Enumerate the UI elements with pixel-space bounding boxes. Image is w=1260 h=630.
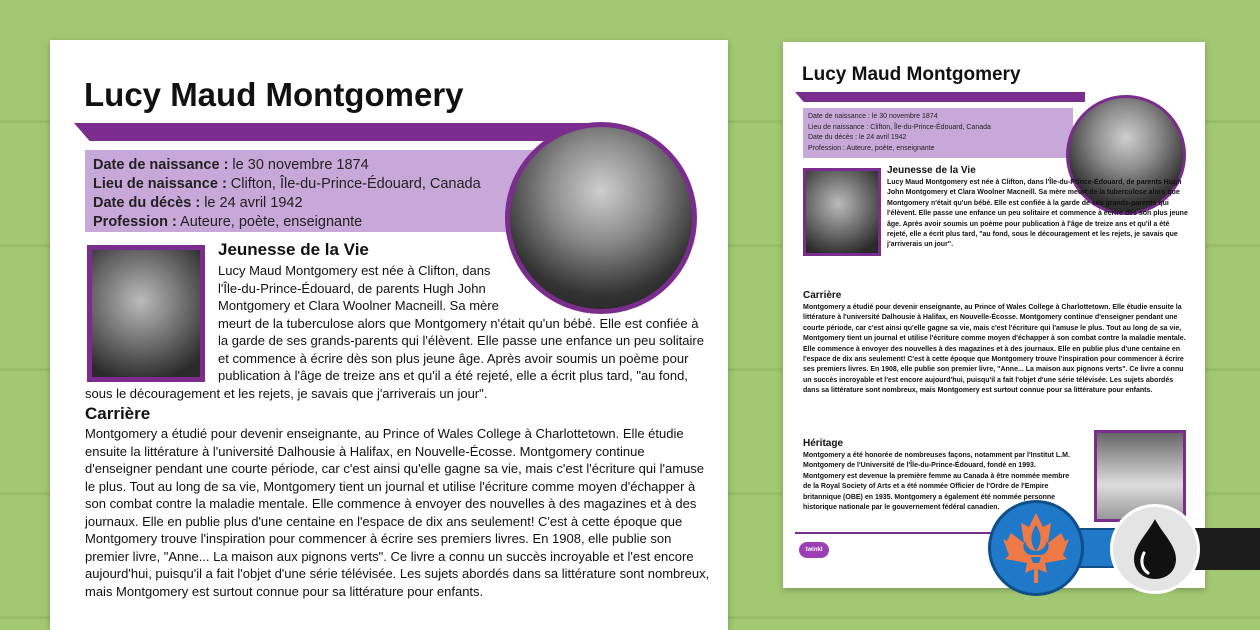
place-value: Clifton, Île-du-Prince-Édouard, Canada — [226, 176, 481, 192]
canada-quebec-badge — [988, 500, 1084, 596]
title-bar-small — [795, 92, 1085, 102]
worksheet-page-large — [50, 40, 728, 630]
birth-label: Date de naissance : — [93, 157, 229, 173]
info-box — [85, 150, 565, 232]
youth-text-small: Lucy Maud Montgomery est née à Clifton, dans l'Île-du-Prince-Édouard, de parents Hugh John Montgomery et Clara Woolner Macneill. Sa mère meurt de la tuberculose alors que Montgomery n'était qu'un bébé. Elle est confiée à la garde de ses grands-parents qui l'élèvent. Elle passe une enfance un peu solitaire et commence à écrire dès son plus jeune âge. Après avoir soumis un poème pour publication à l'âge de treize ans et qu'il a été rejeté, elle a écrit plus tard, "au fond, sous le découragement et les rejets, je savais que j'arriverais un jour". — [887, 179, 1188, 249]
ink-badge — [1110, 504, 1200, 594]
youth-text — [85, 262, 710, 402]
twinkl-logo: twinkl — [799, 542, 829, 558]
job-label: Profession : — [93, 214, 177, 230]
page-title: Lucy Maud Montgomery — [84, 76, 464, 113]
ink-drop-icon — [1130, 517, 1180, 581]
youth-paragraph: Lucy Maud Montgomery est née à Clifton, dans l'Île-du-Prince-Édouard, de parents Hugh John Montgomery et Clara Woolner Macneill. Sa mère meurt de la tuberculose alors que Montgomery n'était qu'un bébé. Elle est confiée à la garde de ses grands-parents qui l'élèvent. Elle passe une enfance un peu solitaire et commence à écrire dès son plus jeune âge. Après avoir soumis un poème pour publication à l'âge de treize ans et qu'il a été rejeté, elle a écrit plus tard, "au fond, sous le découragement et les rejets, je savais que j'arriverais un jour". — [85, 263, 704, 401]
youth-heading-small: Jeunesse de la Vie — [887, 165, 976, 176]
maple-leaf-fleur-de-lis-icon — [1001, 511, 1071, 585]
page-title-small: Lucy Maud Montgomery — [802, 64, 1021, 85]
info-box-small: Date de naissance : le 30 novembre 1874 Lieu de naissance : Clifton, Île-du-Prince-Édouard, Canada Date du décès : le 24 avril 1942 Profession : Auteure, poète, enseignante — [803, 108, 1073, 158]
birth-value: le 30 novembre 1874 — [228, 157, 369, 173]
heritage-heading: Héritage — [803, 438, 844, 449]
career-heading: Carrière — [85, 404, 151, 423]
title-bar — [74, 123, 594, 141]
place-label: Lieu de naissance : — [93, 176, 227, 192]
heritage-text: Montgomery a été honorée de nombreuses façons, notamment par l'Institut L.M. Montgomery de l'Université de l'Île-du-Prince-Édouard, fondé en 1993. Montgomery est devenue la première femme au Canada à être nommée membre de la Royal Society of Arts et a été nommée Officier de l'Ordre de l'Empire britannique (OBE) en 1935. Montgomery a également été nommée personne historique nationale par le gouvernement fédéral canadien. — [803, 452, 1070, 512]
death-value: le 24 avril 1942 — [200, 195, 303, 211]
job-value: Auteure, poète, enseignante — [176, 214, 363, 230]
career-text: Montgomery a étudié pour devenir enseignante, au Prince of Wales College à Charlottetown. Elle étudie ensuite la littérature à l'université Dalhousie à Halifax, en Nouvelle-Écosse. Montgomery continue d'enseigner pendant une courte période, car c'est ainsi qu'elle gagne sa vie, mais c'est l'écriture qui l'amuse le plus. Tout au long de sa vie, Montgomery tient un journal et utilise l'écriture comme moyen d'échapper à son combat contre la maladie mentale. Elle commence à envoyer des nouvelles à des magazines et à des journaux. Elle en publie plus d'une centaine en l'espace de dix ans seulement! C'est à cette époque que Montgomery trouve l'inspiration pour commencer à écrire ses premiers livres. En 1908, elle publie son premier livre, "Anne... La maison aux pignons verts". Ce livre a connu un succès incroyable et l'est encore aujourd'hui, puisqu'il a fait l'objet d'une série télévisée. Les sujets abordés dans sa littérature sont nombreux, mais Montgomery est surtout connue pour sa littérature pour enfants. — [85, 426, 710, 599]
youth-heading: Jeunesse de la Vie — [218, 240, 369, 259]
career-text-small: Montgomery a étudié pour devenir enseignante, au Prince of Wales College à Charlottetown. Elle étudie ensuite la littérature à l'université Dalhousie à Halifax, en Nouvelle-Écosse. Montgomery continue d'enseigner pendant une courte période, car c'est ainsi qu'elle gagne sa vie, mais c'est l'écriture qui l'amuse le plus. Tout au long de sa vie, Montgomery tient un journal et utilise l'écriture comme moyen d'échapper à son combat contre la maladie mentale. Elle commence à envoyer des nouvelles à des magazines et à des journaux. Elle en publie plus d'une centaine en l'espace de dix ans seulement! C'est à cette époque que Montgomery trouve l'inspiration pour commencer à écrire ses premiers livres. En 1908, elle publie son premier livre, "Anne... La maison aux pignons verts". Ce livre a connu un succès incroyable et l'est encore aujourd'hui, puisqu'il a fait l'objet d'une série télévisée. Les sujets abordés dans sa littérature sont nombreux, mais Montgomery est surtout connue pour sa littérature pour enfants. — [803, 304, 1186, 395]
death-label: Date du décès : — [93, 195, 201, 211]
career-heading-small: Carrière — [803, 290, 842, 301]
